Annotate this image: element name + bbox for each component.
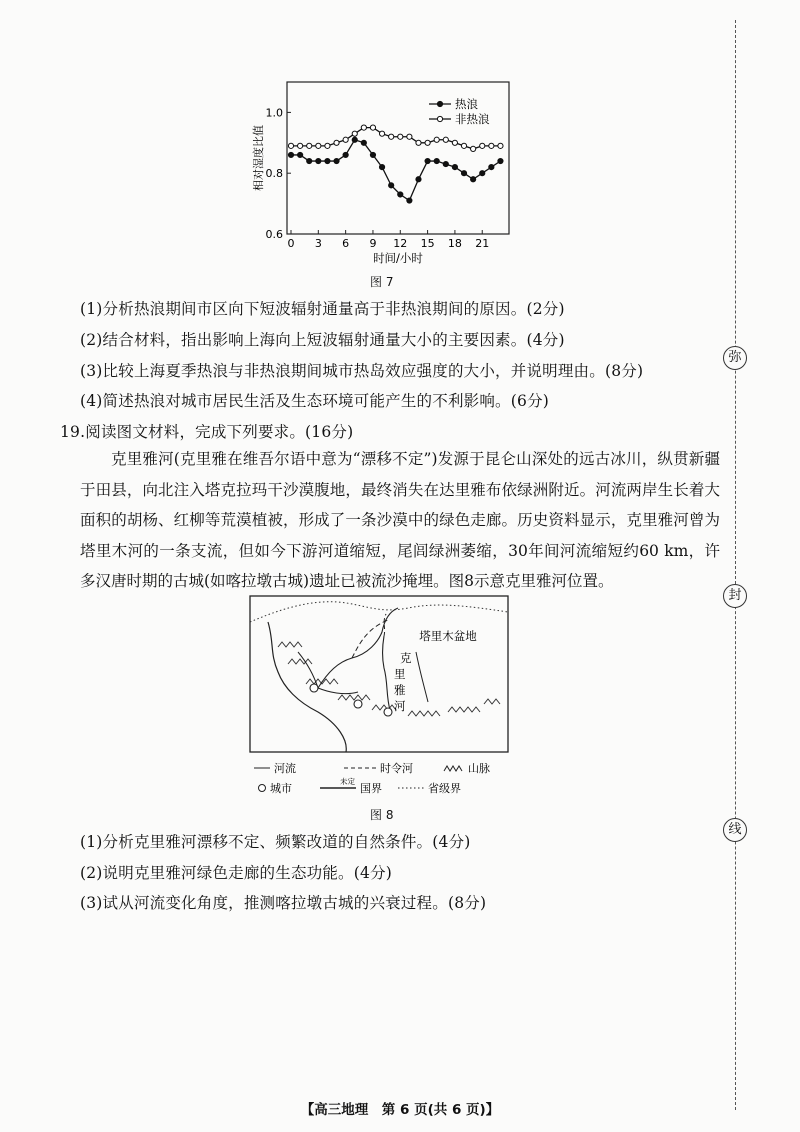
point-heatwave	[461, 171, 466, 176]
binding-mark-1: 弥	[723, 346, 747, 370]
point-heatwave	[325, 158, 330, 163]
point-heatwave	[343, 152, 348, 157]
point-non-heatwave	[361, 125, 366, 130]
point-heatwave	[443, 161, 448, 166]
keriya-river	[383, 636, 391, 710]
figure7-chart	[245, 78, 525, 268]
x-tick-label: 3	[314, 237, 322, 250]
point-heatwave	[425, 158, 430, 163]
q19-passage	[80, 444, 720, 597]
y-tick-label: 0.6	[265, 228, 283, 241]
point-non-heatwave	[489, 143, 494, 148]
label-keriya-1: 克	[400, 651, 412, 665]
province-boundary	[250, 602, 508, 622]
q19-title: 19.阅读图文材料，完成下列要求。(16分)	[60, 423, 354, 441]
point-heatwave	[398, 192, 403, 197]
point-non-heatwave	[398, 134, 403, 139]
binding-mark-2: 封	[723, 584, 747, 608]
point-non-heatwave	[425, 140, 430, 145]
y-tick-label: 0.8	[265, 167, 283, 181]
city-marker-1	[310, 684, 318, 692]
legend-border: 国界	[360, 782, 382, 795]
legend-heatwave: 热浪	[455, 97, 478, 111]
legend-non-heatwave: 非热浪	[455, 112, 490, 126]
point-heatwave	[361, 140, 366, 145]
point-heatwave	[407, 198, 412, 203]
point-non-heatwave	[452, 140, 457, 145]
national-border	[268, 622, 346, 752]
point-non-heatwave	[434, 137, 439, 142]
point-heatwave	[370, 152, 375, 157]
point-non-heatwave	[325, 143, 330, 148]
q18-item-3: (3)比较上海夏季热浪与非热浪期间城市热岛效应强度的大小，并说明理由。(8分)	[80, 362, 644, 380]
legend-marker	[437, 116, 442, 121]
eastern-river	[416, 652, 428, 702]
binding-dashed-line	[735, 20, 736, 1110]
q19-item-2: (2)说明克里雅河绿色走廊的生态功能。(4分)	[80, 864, 393, 882]
label-tarim-basin: 塔里木盆地	[419, 629, 477, 643]
figure8-caption: 图 8	[370, 808, 394, 822]
point-non-heatwave	[389, 134, 394, 139]
y-tick-label: 1.0	[265, 106, 283, 120]
binding-mark-3: 线	[723, 818, 747, 842]
q18-item-1: (1)分析热浪期间市区向下短波辐射通量高于非热浪期间的原因。(2分)	[80, 300, 565, 318]
point-non-heatwave	[480, 143, 485, 148]
x-axis-label: 时间/小时	[373, 251, 423, 265]
point-non-heatwave	[316, 143, 321, 148]
city-marker-3	[384, 708, 392, 716]
point-heatwave	[434, 158, 439, 163]
point-heatwave	[416, 177, 421, 182]
legend-seasonal-river: 时令河	[380, 762, 413, 775]
series-line-heatwave	[291, 140, 500, 201]
q19-item-1: (1)分析克里雅河漂移不定、频繁改道的自然条件。(4分)	[80, 833, 471, 851]
point-heatwave	[334, 158, 339, 163]
figure7-caption: 图 7	[370, 275, 394, 289]
point-heatwave	[389, 183, 394, 188]
legend-river: 河流	[274, 762, 296, 775]
point-non-heatwave	[288, 143, 293, 148]
label-keriya-3: 雅	[394, 683, 406, 697]
point-heatwave	[352, 137, 357, 142]
point-heatwave	[379, 165, 384, 170]
point-non-heatwave	[461, 143, 466, 148]
y-axis-label: 相对湿度比值	[252, 125, 265, 191]
q18-item-2: (2)结合材料，指出影响上海向上短波辐射通量大小的主要因素。(4分)	[80, 331, 565, 349]
x-tick-label: 18	[447, 237, 462, 250]
series-line-non-heatwave	[291, 128, 500, 149]
x-tick-label: 12	[393, 237, 408, 250]
point-non-heatwave	[352, 131, 357, 136]
point-heatwave	[288, 152, 293, 157]
city-marker-2	[354, 700, 362, 708]
point-heatwave	[452, 165, 457, 170]
legend-province-border: 省级界	[428, 782, 461, 795]
point-heatwave	[498, 158, 503, 163]
x-tick-label: 0	[287, 237, 295, 250]
page-footer: 【高三地理 第 6 页(共 6 页)】	[300, 1102, 500, 1118]
q19-paragraph: 克里雅河(克里雅在维吾尔语中意为“漂移不定”)发源于昆仑山深处的远古冰川，纵贯新疆于田县，向北注入塔克拉玛干沙漠腹地，最终消失在达里雅布依绿洲附近。河流两岸生长着大面积的胡杨、红柳等荒漠植被，形成了一条沙漠中的绿色走廊。历史资料显示，克里雅河曾为塔里木河的一条支流，但如今下游河道缩短，尾闾绿洲萎缩，30年间河流缩短约60 km，许多汉唐时期的古城(如喀拉墩古城)遗址已被流沙掩埋。图8示意克里雅河位置。	[80, 450, 720, 590]
point-non-heatwave	[370, 125, 375, 130]
map-legend	[254, 761, 490, 795]
point-heatwave	[316, 158, 321, 163]
point-non-heatwave	[416, 140, 421, 145]
legend-border-note: 未定	[340, 777, 355, 786]
point-non-heatwave	[343, 137, 348, 142]
point-non-heatwave	[334, 140, 339, 145]
point-non-heatwave	[443, 137, 448, 142]
legend-mountain: 山脉	[468, 762, 490, 775]
point-heatwave	[480, 171, 485, 176]
map-frame	[250, 596, 508, 752]
point-heatwave	[489, 165, 494, 170]
point-heatwave	[298, 152, 303, 157]
legend-marker	[437, 101, 442, 106]
label-keriya-2: 里	[394, 667, 406, 681]
point-non-heatwave	[298, 143, 303, 148]
point-non-heatwave	[379, 131, 384, 136]
x-tick-label: 21	[475, 237, 490, 250]
point-non-heatwave	[471, 146, 476, 151]
x-tick-label: 9	[369, 237, 377, 250]
q19-item-3: (3)试从河流变化角度，推测喀拉墩古城的兴衰过程。(8分)	[80, 894, 487, 912]
x-tick-label: 15	[420, 237, 435, 250]
q18-item-4: (4)简述热浪对城市居民生活及生态环境可能产生的不利影响。(6分)	[80, 392, 550, 410]
point-non-heatwave	[498, 143, 503, 148]
legend-city: 城市	[270, 782, 292, 795]
figure8-map	[248, 592, 512, 802]
point-heatwave	[307, 158, 312, 163]
point-non-heatwave	[307, 143, 312, 148]
x-tick-label: 6	[342, 237, 350, 250]
point-non-heatwave	[407, 134, 412, 139]
label-keriya-4: 河	[394, 699, 406, 713]
point-heatwave	[471, 177, 476, 182]
tributary-river	[298, 652, 358, 694]
